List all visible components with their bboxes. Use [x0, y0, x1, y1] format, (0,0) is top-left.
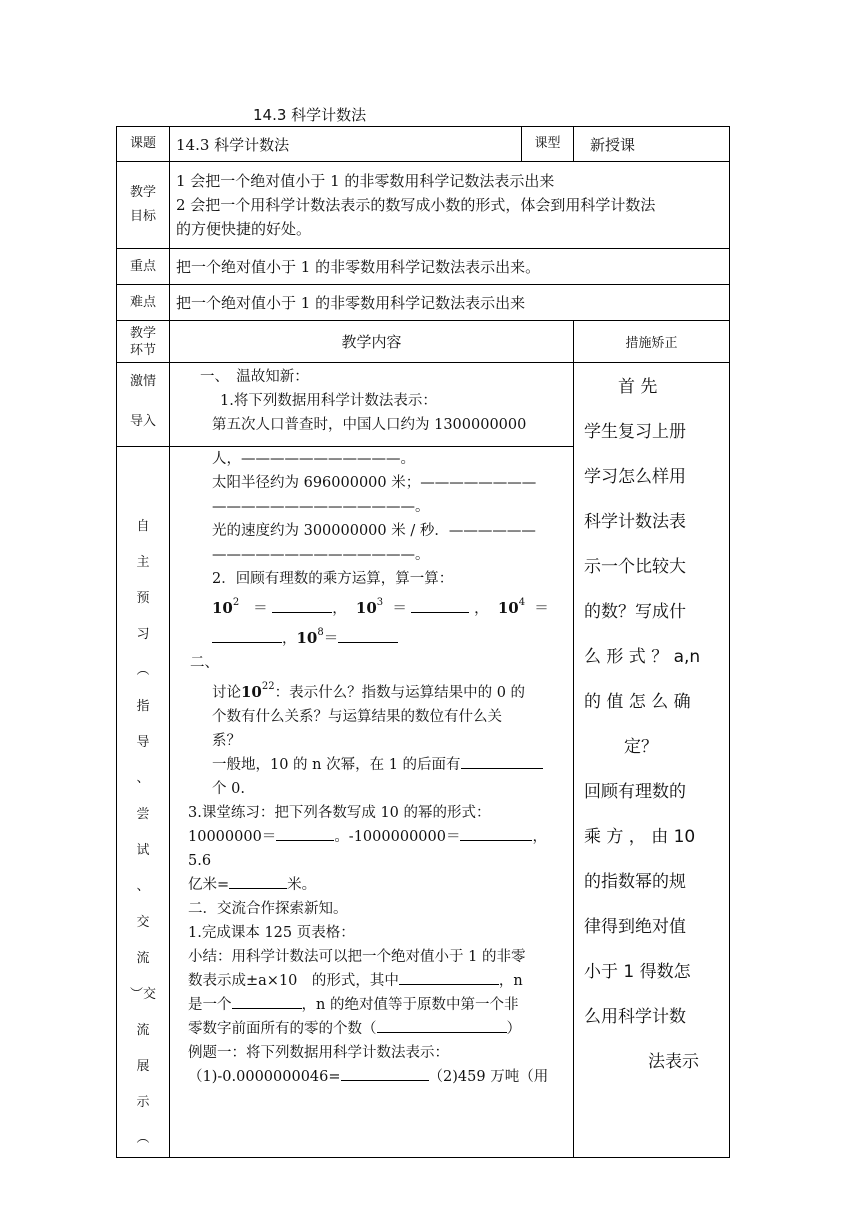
blank[interactable]: [276, 826, 334, 841]
self-study-content: 人，———————————。 太阳半径约为 696000000 米；———————— ——————————————。 光的速度约为 300000000 米 / 秒．—————— ——————————————。 2．回顾有理数的乘方运算，算一算： $10^2$ ＝ ， $10^3$ ＝ ， $10^4$ ＝ ，$10^8=$ 二、 讨论$10^{22}$：表示什么？指数与运算结果中的 0 的 个数有什么关系？与运算结果的数位有什么关 系？ 一般地，10 的 n 次幂，在 1 的后面有 个 0. 3.课堂练习：把下列各数写成 10 的幂的形式： 10000000＝ 。-1000000000＝ ，5.6 亿米= 米。 二．交流合作探索新知。 1.完成课本 125 页表格： 小结：用科学计数法可以把一个绝对值小于 1 的非零 数表示成±a×10 的形式，其中 ，n 是一个 ，n 的绝对值等于原数中第一个非 零数字前面所有的零的个数（ ） 例题一：将下列数据用科学计数法表示： （1)-0.0000000046= （2)459 万吨（用: [170, 447, 574, 1158]
intro-row: [117, 363, 730, 447]
blank[interactable]: [232, 994, 302, 1009]
blank[interactable]: [212, 628, 282, 643]
stage-label-char: 展: [136, 1059, 150, 1074]
type-label: 课型: [522, 127, 574, 162]
difficulty-row: [117, 285, 730, 321]
intro-content: 一、 温故知新： 1.将下列数据用科学计数法表示： 第五次人口普查时，中国人口约为 1300000000: [170, 363, 574, 447]
stage-label-char: 、: [136, 879, 150, 894]
self-study-label: [117, 447, 170, 1158]
key-point-text: 把一个绝对值小于 1 的非零数用科学记数法表示出来。: [170, 249, 730, 285]
topic-value: 14.3 科学计数法: [170, 127, 522, 162]
key-point-label: 重点: [117, 249, 170, 285]
topic-label: 课题: [117, 127, 170, 162]
blank[interactable]: [272, 598, 332, 613]
powers-line: $10^2$ ＝ ， $10^3$ ＝ ， $10^4$ ＝: [212, 597, 549, 617]
intro-label: 激情 导入: [117, 363, 170, 447]
goals-label: 教学 目标: [117, 162, 170, 249]
difficulty-label: 难点: [117, 285, 170, 321]
stage-label-char: 、: [136, 771, 150, 786]
stage-label-vertical: [117, 509, 169, 1157]
stage-label-char: 交: [136, 915, 150, 930]
stage-label-char: 流: [136, 951, 150, 966]
stage-label-char: ︵: [136, 663, 150, 678]
blank[interactable]: [229, 874, 287, 889]
stage-label-char: 试: [136, 843, 150, 858]
stage-header: 教学 环节: [117, 321, 170, 363]
topic-row: [117, 127, 730, 162]
stage-label-char: 预: [136, 591, 150, 606]
goal-2-cont: 的方便快捷的好处。: [176, 220, 312, 238]
blank[interactable]: [461, 754, 543, 769]
stage-label-char: 主: [136, 555, 150, 570]
stage-label-char: 示: [136, 1095, 150, 1110]
measures-header: 措施矫正: [574, 321, 730, 363]
stage-label-char: 尝: [136, 807, 150, 822]
goals-content: [170, 162, 730, 249]
blank[interactable]: [460, 826, 532, 841]
stage-label-char: 导: [136, 735, 150, 750]
blank[interactable]: [411, 598, 469, 613]
goals-row: [117, 162, 730, 249]
key-point-row: [117, 249, 730, 285]
stage-label-char: 流: [136, 1023, 150, 1038]
blank[interactable]: [338, 628, 398, 643]
discuss-line: 讨论$10^{22}$：表示什么？指数与运算结果中的 0 的: [212, 681, 526, 701]
content-header: 教学内容: [170, 321, 574, 363]
goal-2: 2 会把一个用科学计数法表示的数写成小数的形式，体会到用科学计数法: [176, 196, 656, 214]
blank[interactable]: [399, 970, 499, 985]
difficulty-text: 把一个绝对值小于 1 的非零数用科学记数法表示出来: [170, 285, 730, 321]
type-value: 新授课: [574, 127, 730, 162]
stage-label-char: ︵: [136, 1131, 150, 1146]
goal-1: 1 会把一个绝对值小于 1 的非零数用科学记数法表示出来: [176, 172, 555, 190]
stage-label-char: 指: [136, 699, 150, 714]
column-header-row: [117, 321, 730, 363]
stage-label-char: 习: [136, 627, 150, 642]
measures-notes: 首 先 学生复习上册 学习怎么样用 科学计数法表 示一个比较大 的数？写成什 么 形 式 ？ a,n 的 值 怎 么 确 定？ 回顾有理数的 乘 方 ， 由 10 的指数幂的规 律得到绝对值 小于 1 得数怎 么用科学计数 法表示: [574, 363, 730, 1158]
blank[interactable]: [377, 1018, 507, 1033]
powers-line-2: ，$10^8=$: [176, 621, 567, 651]
blank[interactable]: [341, 1066, 429, 1081]
stage-label-char: ︶交: [129, 987, 156, 1002]
document-title: 14.3 科学计数法: [253, 106, 367, 124]
lesson-plan-table: [116, 126, 730, 1158]
stage-label-char: 自: [136, 519, 150, 534]
